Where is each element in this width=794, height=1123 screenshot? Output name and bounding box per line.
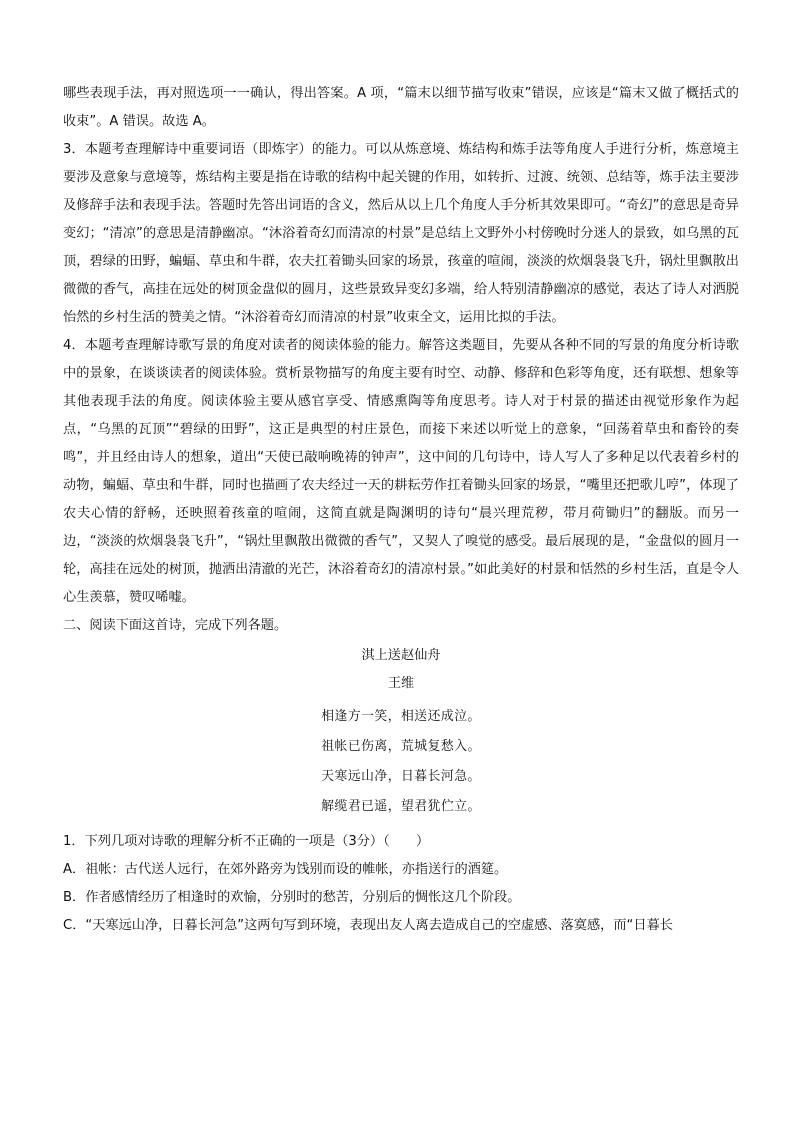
option-a: A．祖帐：古代送人远行，在郊外路旁为饯别而设的帷帐，亦指送行的酒筵。 (63, 862, 508, 877)
poem-line: 相逢方一笑，相送还成泣。 (321, 709, 481, 724)
section-heading: 二、阅读下面这首诗，完成下列各题。 (63, 618, 288, 633)
answer-paragraph-3: 3．本题考查理解诗中重要词语（即炼字）的能力。可以从炼意境、炼结构和炼手法等角度人手进行分析，炼意境主要涉及意象与意境等，炼结构主要是指在诗歌的结构中起关键的作用，如转折、过渡、统领、总结等，炼手法主要涉及修辞手法和表现手法。答题时先答出词语的含义，然后从以上几个角度人手分析其效果即可。“奇幻”的意思是奇异变幻；“清凉”的意思是清静幽凉。“沐浴着奇幻而清凉的村景”是总结上文野外小村傍晚时分迷人的景致，如乌黑的瓦顶，碧绿的田野，蝙蝠、草虫和牛群，农夫扛着锄头回家的场景，孩童的喧闹，淡淡的炊烟袅袅飞升，锅灶里飘散出微微的香气，高挂在远处的树顶金盘似的圆月，这些景致异变幻多端，给人特别清静幽凉的感觉，表达了诗人对洒脱怡然的乡村生活的赞美之情。“沐浴着奇幻而清凉的村景”收束全文，运用比拟的手法。 (63, 142, 739, 325)
poem-line: 祖帐已伤离，荒城复愁入。 (321, 739, 481, 754)
poem-title: 淇上送赵仙舟 (361, 648, 441, 663)
answer-paragraph-4: 4．本题考查理解诗歌写景的角度对读者的阅读体验的能力。解答这类题目，先要从各种不同的写景的角度分析诗歌中的景象，在谈谈读者的阅读体验。赏析景物描写的角度主要有时空、动静、修辞和色彩等角度，还有联想、想象等其他表现手法的角度。阅读体验主要从感官享受、情感熏陶等角度思考。诗人对于村景的描述由视觉形象作为起点，“乌黑的瓦顶”“碧绿的田野”，这正是典型的村庄景色，而接下来述以听觉上的意象，“回荡着草虫和畜铃的奏鸣”，并且经由诗人的想象，道出“天使已敲响晚祷的钟声”，这中间的几句诗中，诗人写人了多种足以代表着乡村的动物，蝙蝠、草虫和牛群，同时也描画了农夫经过一天的耕耘劳作扛着锄头回家的场景，“嘴里还把歌儿哼”，体现了农夫心情的舒畅，还映照着孩童的喧闹，这简直就是陶渊明的诗句“晨兴理荒秽，带月荷锄归”的翻版。而另一边，“淡淡的炊烟袅袅飞升”，“锅灶里飘散出微微的香气”，又契人了嗅觉的感受。最后展现的是，“金盘似的圆月一轮，高挂在远处的树顶，抛洒出清澈的光芒，沐浴着奇幻的清凉村景。”如此美好的村景和恬然的乡村生活，直是令人心生羡慕，赞叹唏嘘。 (63, 338, 739, 605)
poem-author: 王维 (387, 676, 415, 691)
poem-line: 天寒远山净，日暮长河急。 (321, 769, 481, 784)
question-stem: 1．下列几项对诗歌的理解分析不正确的一项是（3分）（ ） (63, 834, 430, 849)
option-c: C．“天寒远山净，日暮长河急”这两句写到环境，表现出友人离去造成自己的空虚感、落寞感，而“日暮长 (63, 918, 673, 933)
poem (63, 642, 739, 822)
question-block (63, 828, 739, 940)
document-page (63, 80, 739, 940)
answer-paragraph-1: 哪些表现手法，再对照选项一一确认，得出答案。A 项，“篇末以细节描写收束”错误，应该是“篇末又做了概括式的收束”。A 错误。故选 A。 (63, 86, 739, 129)
option-b: B．作者感情经历了相逢时的欢愉，分别时的愁苦，分别后的惆怅这几个阶段。 (63, 890, 521, 905)
poem-line: 解缆君已遥，望君犹伫立。 (321, 799, 481, 814)
